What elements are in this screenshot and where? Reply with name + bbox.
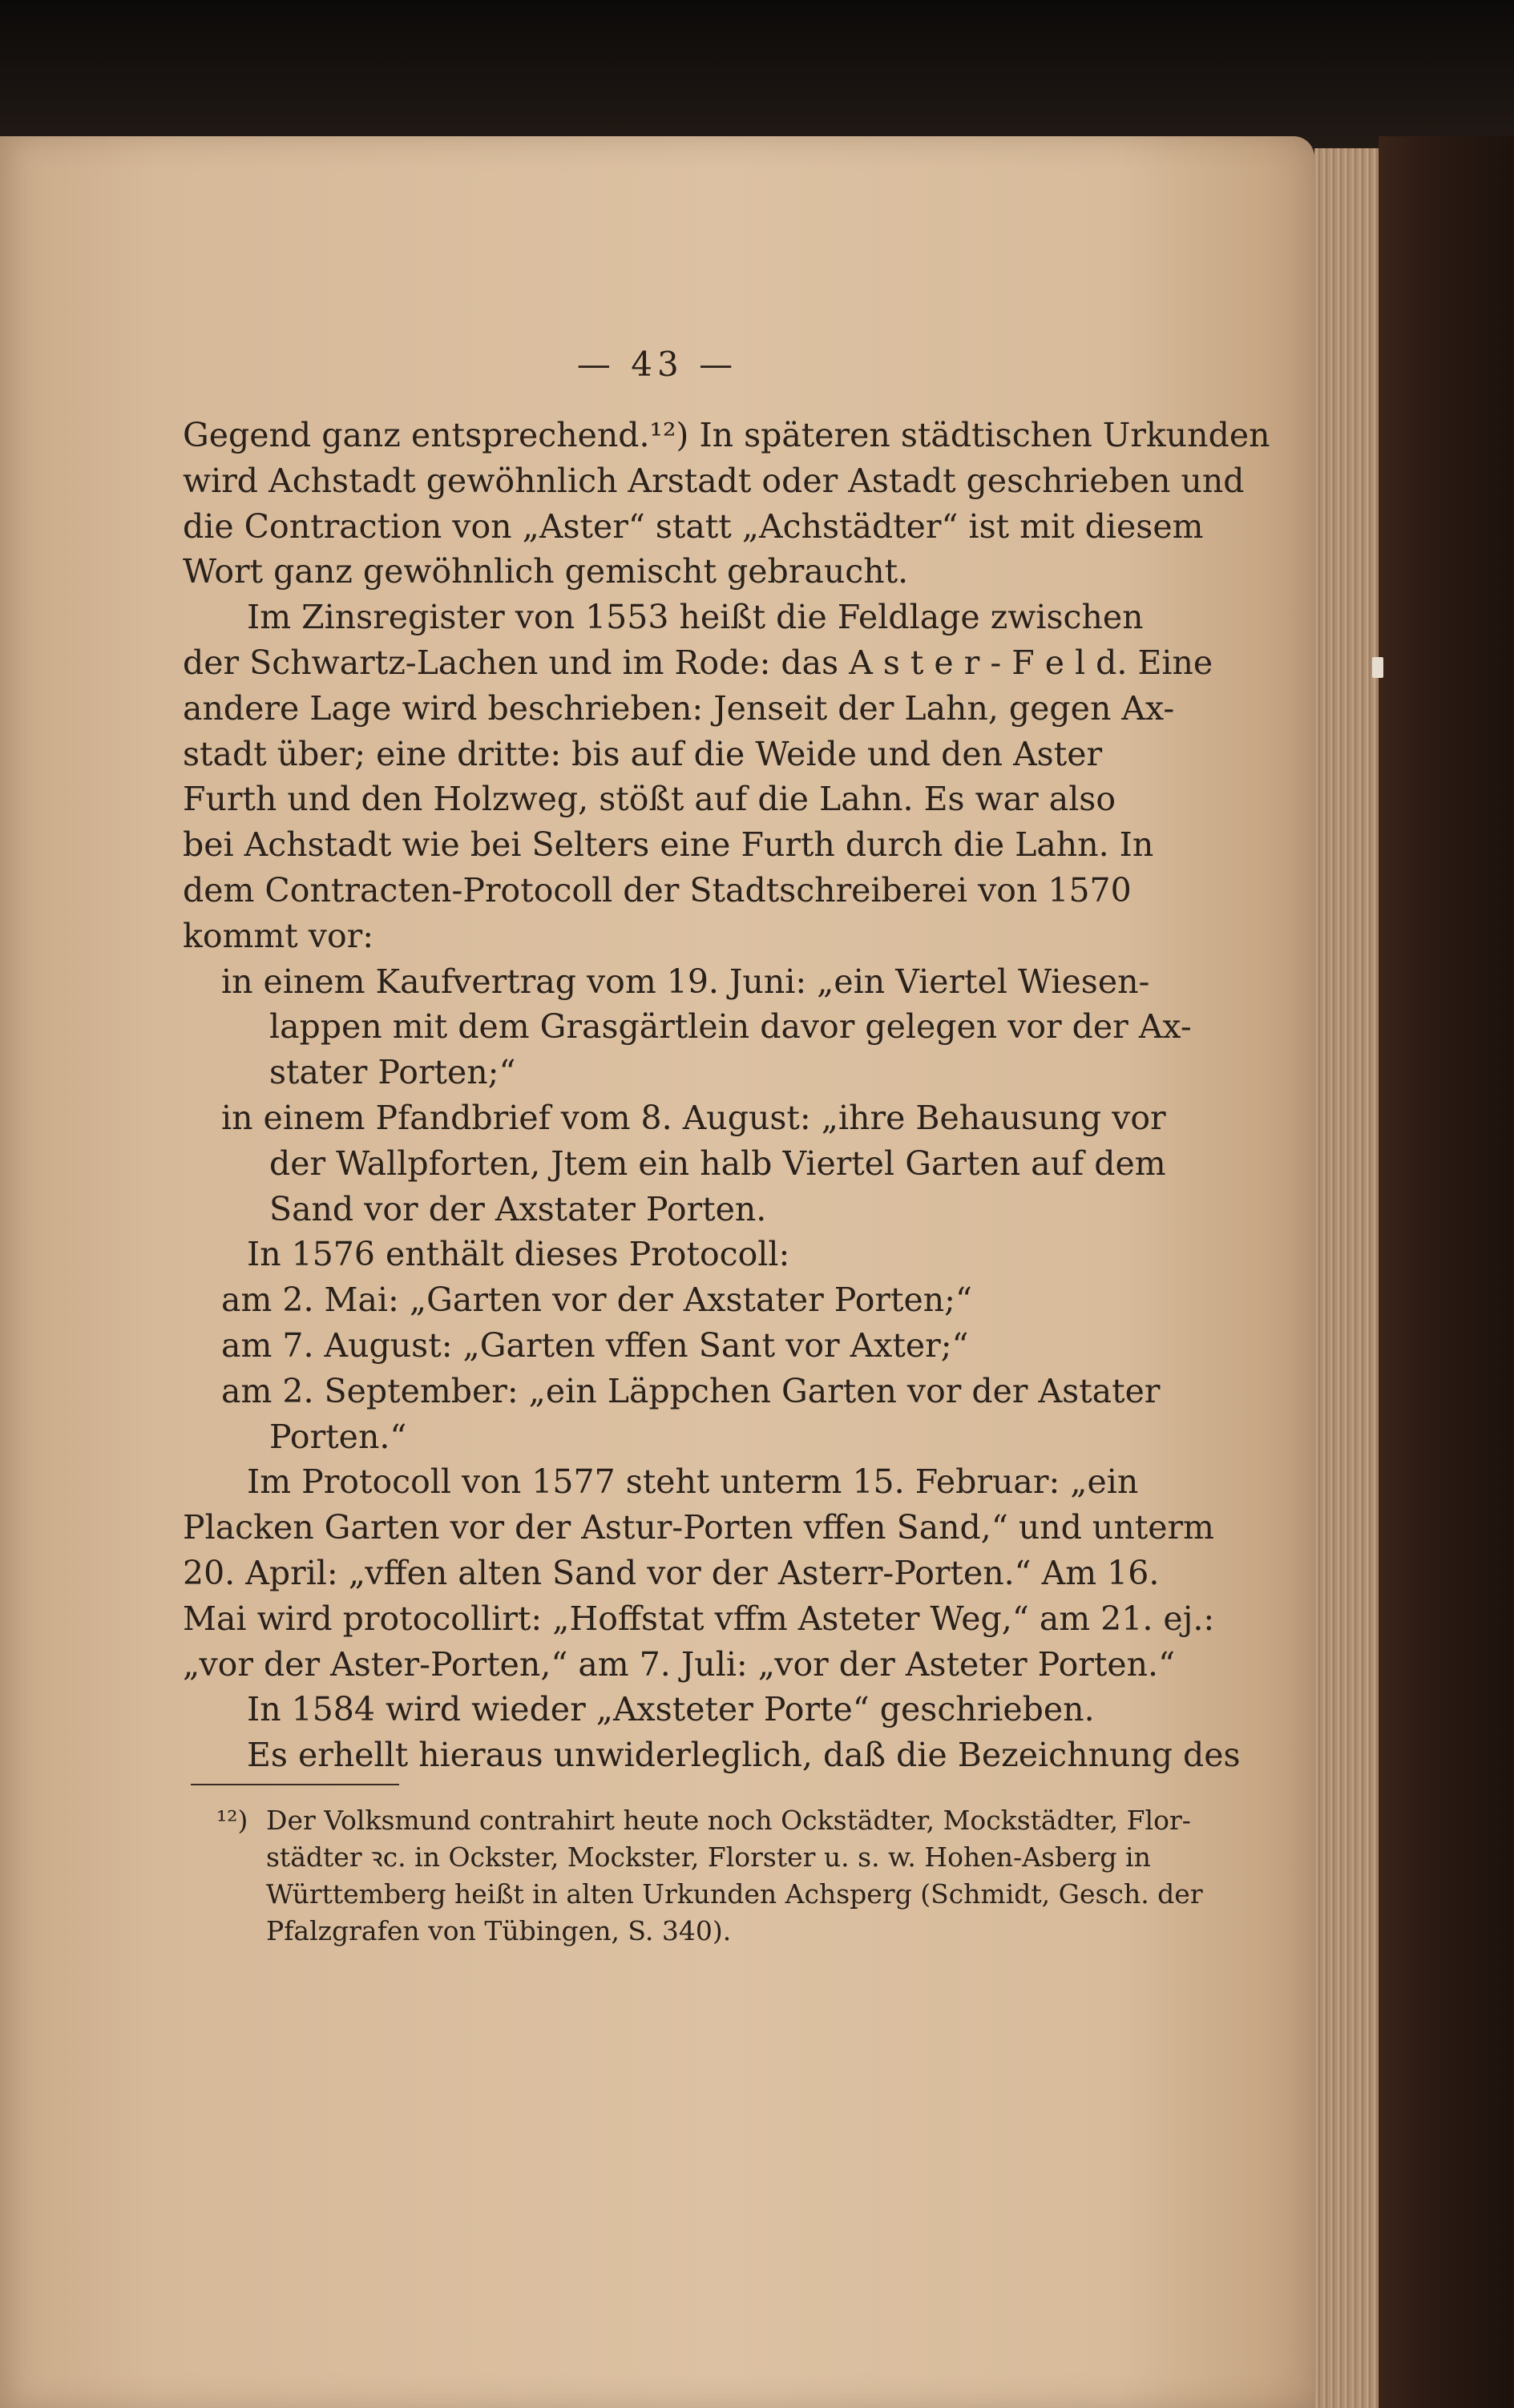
footnote-line: Pfalzgrafen von Tübingen, S. 340). (266, 1915, 732, 1946)
text-line: in einem Pfandbrief vom 8. August: „ihre Behausung vor (221, 1098, 1166, 1137)
page-number: — 43 — (576, 345, 738, 384)
text-line: In 1584 wird wieder „Axsteter Porte“ geschrieben. (247, 1690, 1095, 1729)
text-line: Im Protocoll von 1577 steht unterm 15. Februar: „ein (247, 1462, 1139, 1502)
footnote-line: Der Volksmund contrahirt heute noch Ockstädter, Mockstädter, Flor- (266, 1805, 1191, 1836)
footnote-line: städter ꝛc. in Ockster, Mockster, Florster u. s. w. Hohen-Asberg in (266, 1841, 1151, 1873)
text-line: Wort ganz gewöhnlich gemischt gebraucht. (183, 552, 909, 591)
text-line: Porten.“ (269, 1417, 407, 1456)
text-line: bei Achstadt wie bei Selters eine Furth durch die Lahn. In (183, 825, 1154, 865)
text-line: lappen mit dem Grasgärtlein davor gelegen vor der Ax- (269, 1007, 1192, 1047)
text-line: am 7. August: „Garten vffen Sant vor Axter;“ (221, 1325, 969, 1365)
book-binding (1379, 136, 1514, 2408)
text-line: Es erhellt hieraus unwiderleglich, daß die Bezeichnung des (247, 1736, 1241, 1775)
footnote (216, 1802, 1203, 1950)
scan-background-top (0, 0, 1514, 148)
text-line: der Schwartz-Lachen und im Rode: das A s t e r - F e l d. Eine (183, 643, 1213, 682)
footnote-separator (191, 1784, 399, 1785)
text-line: stater Porten;“ (269, 1053, 516, 1092)
text-line: stadt über; eine dritte: bis auf die Weide und den Aster (183, 734, 1103, 773)
text-line: 20. April: „vffen alten Sand vor der Asterr-Porten.“ Am 16. (183, 1553, 1160, 1592)
page-edges (1314, 148, 1379, 2408)
text-line: am 2. Mai: „Garten vor der Axstater Porten;“ (221, 1281, 972, 1320)
text-line: „vor der Aster-Porten,“ am 7. Juli: „vor der Asteter Porten.“ (183, 1644, 1176, 1684)
text-line: am 2. September: „ein Läppchen Garten vor der Astater (221, 1371, 1161, 1410)
text-line: Placken Garten vor der Astur-Porten vffen Sand,“ und unterm (183, 1508, 1214, 1547)
body-text (183, 413, 1270, 1778)
text-line: in einem Kaufvertrag vom 19. Juni: „ein Viertel Wiesen- (221, 962, 1150, 1001)
text-line: In 1576 enthält dieses Protocoll: (247, 1235, 790, 1274)
text-line: die Contraction von „Aster“ statt „Achstädter“ ist mit diesem (183, 506, 1204, 546)
text-line: andere Lage wird beschrieben: Jenseit der Lahn, gegen Ax- (183, 688, 1175, 728)
text-line: kommt vor: (183, 916, 374, 955)
text-line: Furth und den Holzweg, stößt auf die Lahn. Es war also (183, 780, 1116, 819)
footnote-line: Württemberg heißt in alten Urkunden Achsperg (Schmidt, Gesch. der (266, 1878, 1203, 1910)
text-line: wird Achstadt gewöhnlich Arstadt oder Astadt geschrieben und (183, 461, 1245, 500)
text-line: der Wallpforten, Jtem ein halb Viertel Garten auf dem (269, 1143, 1166, 1183)
text-line: Mai wird protocollirt: „Hoffstat vffm Asteter Weg,“ am 21. ej.: (183, 1599, 1215, 1638)
text-line: Gegend ganz entsprechend.¹²) In späteren städtischen Urkunden (183, 416, 1270, 454)
text-line: Sand vor der Axstater Porten. (269, 1189, 767, 1228)
binding-mark (1372, 657, 1383, 678)
footnote-marker: ¹²) (216, 1805, 248, 1836)
text-line: dem Contracten-Protocoll der Stadtschreiberei von 1570 (183, 870, 1132, 910)
text-line: Im Zinsregister von 1553 heißt die Feldlage zwischen (247, 598, 1144, 637)
